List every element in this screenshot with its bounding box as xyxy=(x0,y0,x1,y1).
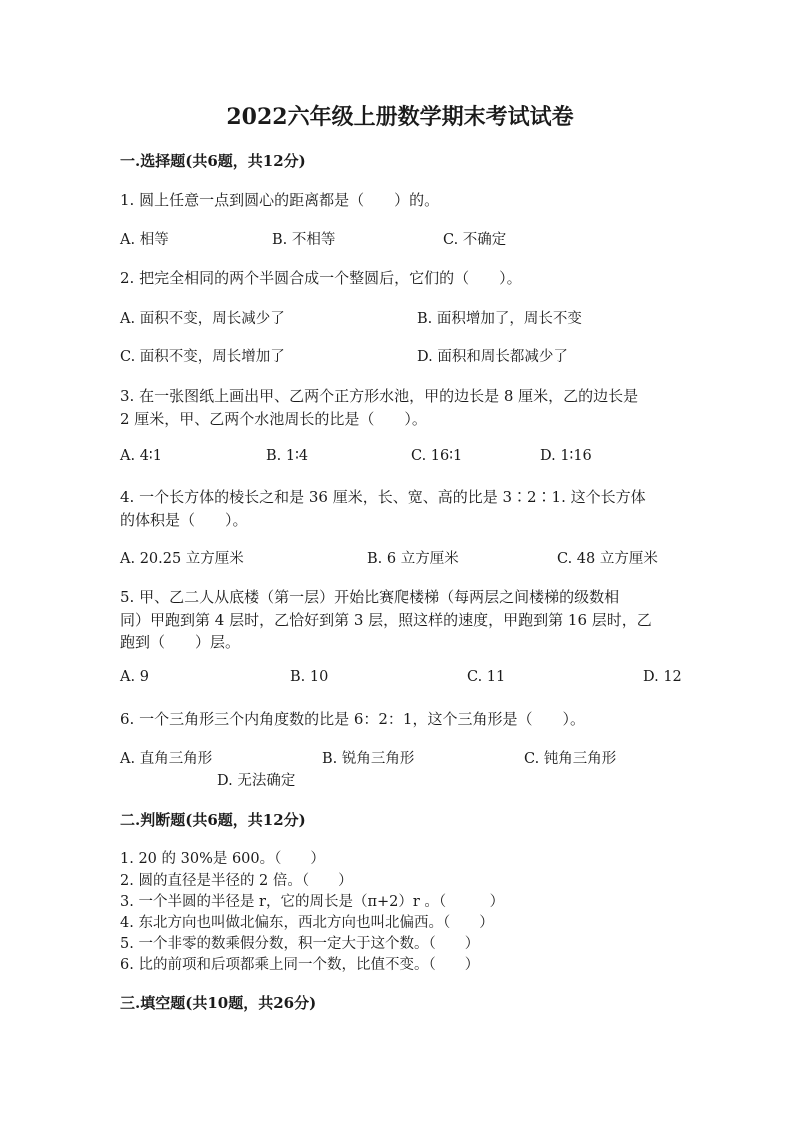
section-heading-choice: 一.选择题(共6题，共12分) xyxy=(120,152,306,170)
q1-option-a: A. 相等 xyxy=(120,232,169,248)
q3-option-d: D. 1∶16 xyxy=(540,448,592,464)
q4-option-c: C. 48 立方厘米 xyxy=(557,551,658,567)
judge-item-6: 6. 比的前项和后项都乘上同一个数，比值不变。（ ） xyxy=(120,957,480,973)
q6-option-b: B. 锐角三角形 xyxy=(322,751,415,767)
question-4-text-line2: 的体积是（ ）。 xyxy=(120,511,248,529)
q3-option-a: A. 4∶1 xyxy=(120,448,162,464)
q1-option-c: C. 不确定 xyxy=(443,232,507,248)
question-4-text-line1: 4. 一个长方体的棱长之和是 36 厘米，长、宽、高的比是 3∶2∶1. 这个长方体 xyxy=(120,488,646,506)
question-2-text: 2. 把完全相同的两个半圆合成一个整圆后，它们的（ ）。 xyxy=(120,269,522,287)
q6-option-c: C. 钝角三角形 xyxy=(524,751,617,767)
question-5-text-line1: 5. 甲、乙二人从底楼（第一层）开始比赛爬楼梯（每两层之间楼梯的级数相 xyxy=(120,588,620,606)
q5-option-b: B. 10 xyxy=(290,669,329,685)
judge-item-3: 3. 一个半圆的半径是 r，它的周长是（π+2）r 。（ ） xyxy=(120,894,505,910)
q6-option-d: D. 无法确定 xyxy=(217,773,296,789)
judge-item-2: 2. 圆的直径是半径的 2 倍。（ ） xyxy=(120,873,353,889)
q3-option-b: B. 1∶4 xyxy=(266,448,309,464)
judge-item-5: 5. 一个非零的数乘假分数，积一定大于这个数。（ ） xyxy=(120,936,480,952)
question-3-text-line1: 3. 在一张图纸上画出甲、乙两个正方形水池，甲的边长是 8 厘米，乙的边长是 xyxy=(120,387,639,405)
q5-option-a: A. 9 xyxy=(120,669,149,685)
section-heading-judge: 二.判断题(共6题，共12分) xyxy=(120,811,306,829)
question-1-text: 1. 圆上任意一点到圆心的距离都是（ ）的。 xyxy=(120,191,440,209)
judge-item-4: 4. 东北方向也叫做北偏东，西北方向也叫北偏西。（ ） xyxy=(120,915,494,931)
q2-option-b: B. 面积增加了，周长不变 xyxy=(417,311,582,327)
q6-option-a: A. 直角三角形 xyxy=(120,751,213,767)
q5-option-d: D. 12 xyxy=(643,669,682,685)
q2-option-c: C. 面积不变，周长增加了 xyxy=(120,349,285,365)
q5-option-c: C. 11 xyxy=(467,669,506,685)
q4-option-b: B. 6 立方厘米 xyxy=(367,551,459,567)
q4-option-a: A. 20.25 立方厘米 xyxy=(120,551,244,567)
question-6-text: 6. 一个三角形三个内角度数的比是 6：2：1，这个三角形是（ ）。 xyxy=(120,710,585,728)
section-heading-fill: 三.填空题(共10题，共26分) xyxy=(120,994,317,1012)
question-5-text-line3: 跑到（ ）层。 xyxy=(120,633,241,651)
judge-item-1: 1. 20 的 30%是 600。（ ） xyxy=(120,851,325,867)
page-title: 2022六年级上册数学期末考试试卷 xyxy=(226,104,574,130)
question-5-text-line2: 同）甲跑到第 4 层时，乙恰好到第 3 层，照这样的速度，甲跑到第 16 层时，乙 xyxy=(120,611,652,629)
question-3-text-line2: 2 厘米，甲、乙两个水池周长的比是（ ）。 xyxy=(120,410,427,428)
q1-option-b: B. 不相等 xyxy=(272,232,336,248)
q3-option-c: C. 16∶1 xyxy=(411,448,463,464)
q2-option-a: A. 面积不变，周长减少了 xyxy=(120,311,285,327)
q2-option-d: D. 面积和周长都减少了 xyxy=(417,349,568,365)
